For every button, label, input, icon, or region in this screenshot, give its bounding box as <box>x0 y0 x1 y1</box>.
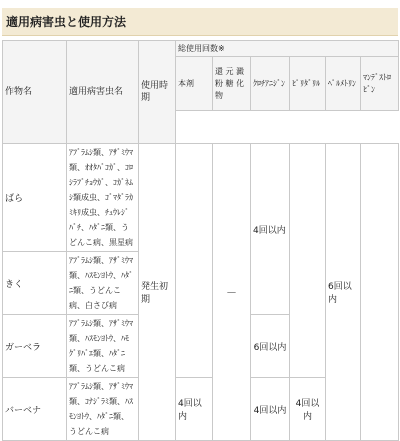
header-total-count: 総使用回数※ <box>176 41 399 57</box>
pyridalyl-cell-verbena: 4回以内 <box>290 378 326 441</box>
section-title: 適用病害虫と使用方法 <box>2 8 398 36</box>
timing-cell: 発生初期 <box>139 144 176 441</box>
permethrin-cell: 6回以内 <box>326 144 361 441</box>
this-agent-cell-upper <box>176 144 213 378</box>
header-reduction-line2: 粉 糖 化 <box>215 78 245 88</box>
pest-list: ｱﾌﾞﾗﾑｼ類、ｱｻﾞﾐｳﾏ類、ﾊｽﾓﾝﾖﾄｳ、ﾊﾓｸﾞﾘﾊﾞｴ類、ﾊﾀﾞﾆ類、うどんこ病 <box>67 315 139 378</box>
clothianidin-cell-gerbera: 6回以内 <box>251 315 290 378</box>
clothianidin-cell-upper: 4回以内 <box>251 144 290 315</box>
header-reduction-starch <box>213 57 251 111</box>
header-timing: 使用時期 <box>139 41 176 144</box>
this-agent-cell-verbena: 4回以内 <box>176 378 213 441</box>
clothianidin-cell-verbena: 4回以内 <box>251 378 290 441</box>
mandestrobin-cell <box>361 144 399 441</box>
header-mandestrobin: ﾏﾝﾃﾞｽﾄﾛﾋﾞﾝ <box>361 57 399 111</box>
header-pyridalyl: ﾋﾟﾘﾀﾞﾘﾙ <box>290 57 326 111</box>
crop-name: ばら <box>3 144 67 252</box>
pest-list: ｱﾌﾞﾗﾑｼ類、ｱｻﾞﾐｳﾏ類、ｵｵﾀﾊﾞｺｶﾞ、ｺﾛｼﾗﾌﾞﾁｮｳｶﾞ、ｺｶﾞﾈﾑｼ類成虫、ｺﾞﾏﾀﾞﾗｶﾐｷﾘ成虫、ﾁｭｳﾚｼﾞﾊﾞﾁ、ﾊﾀﾞﾆ類、うどんこ病、黒星病 <box>67 144 139 252</box>
pesticide-table <box>2 40 399 441</box>
header-pest: 適用病害虫名 <box>67 41 139 144</box>
pest-list: ｱﾌﾞﾗﾑｼ類、ｱｻﾞﾐｳﾏ類、ﾊｽﾓﾝﾖﾄｳ、ﾊﾀﾞﾆ類、うどんこ病、白さび病 <box>67 252 139 315</box>
crop-name: きく <box>3 252 67 315</box>
header-permethrin: ﾍﾟﾙﾒﾄﾘﾝ <box>326 57 361 111</box>
header-reduction-line1: 還 元 澱 <box>215 66 245 76</box>
header-this-agent: 本剤 <box>176 57 213 111</box>
crop-name: ガーベラ <box>3 315 67 378</box>
pyridalyl-cell-upper <box>290 144 326 378</box>
header-crop: 作物名 <box>3 41 67 144</box>
reduction-starch-cell: － <box>213 144 251 441</box>
header-reduction-line3: 物 <box>215 90 223 100</box>
pest-list: ｱﾌﾞﾗﾑｼ類、ｱｻﾞﾐｳﾏ類、ｺﾅｼﾞﾗﾐ類、ﾊｽﾓﾝﾖﾄｳ、ﾊﾀﾞﾆ類、うどんこ病 <box>67 378 139 441</box>
header-clothianidin: ｸﾛﾁｱﾆｼﾞﾝ <box>251 57 290 111</box>
crop-name: バーベナ <box>3 378 67 441</box>
